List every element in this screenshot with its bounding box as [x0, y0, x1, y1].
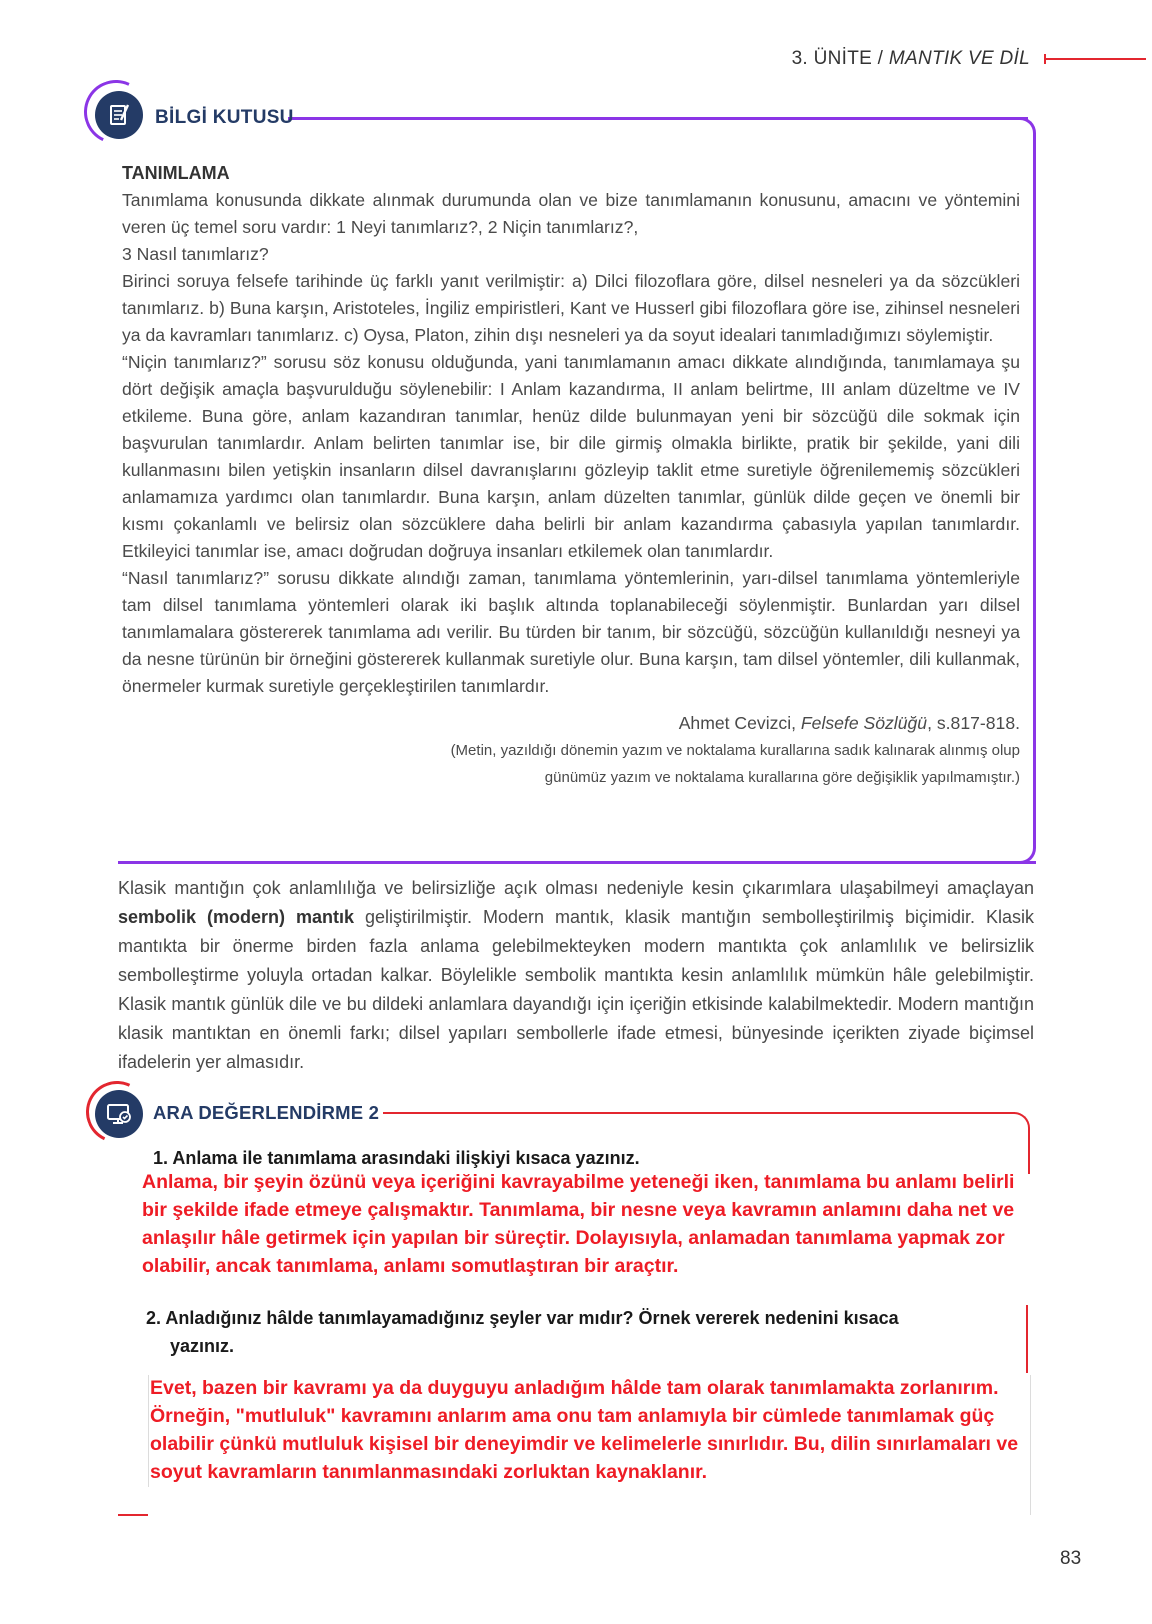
unit-label: 3. ÜNİTE /	[791, 48, 884, 69]
info-box-title: BİLGİ KUTUSU	[155, 107, 294, 128]
eval-right-line	[1026, 1305, 1028, 1373]
info-paragraph: “Niçin tanımlarız?” sorusu söz konusu olduğunda, yani tanımlamanın amacı dikkate alındığında, tanımlamaya şu dört değişik amaçla başvurulduğu söylenebilir: I Anlam kazandırma, II anlam belirtme, III anlam düzeltme ve IV etkileme. Buna göre, anlam kazandıran tanımlar, henüz dilde bulunmayan yeni bir sözcüğü dile sokmak için başvurulan tanımlardır. Anlam belirten tanımlar ise, bir dile girmiş olmakla birlikte, pratik bir şekilde, yani dili kullanmasını bilen yetişkin insanların dilsel davranışlarını gözleyip taklit etme suretiyle öğrenilememiş sözcükleri anlamamıza yardımcı olan tanımlardır. Buna karşın, anlam düzelten tanımlar, günlük dilde geçen ve önemli bir kısmı çokanlamlı ve belirsiz olan sözcüklere daha belirli bir anlam kazandırma çabasıyla yapılan tanımlardır. Etkileyici tanımlar ise, amacı doğrudan doğruya insanları etkilemek olan tanımlardır.	[122, 352, 1020, 561]
main-paragraph	[118, 874, 1034, 1077]
spelling-note	[122, 737, 1020, 791]
question-1: 1. Anlama ile tanımlama arasındaki ilişkiyi kısaca yazınız.	[153, 1148, 640, 1168]
header-line	[1046, 58, 1146, 60]
note-line: (Metin, yazıldığı dönemin yazım ve noktalama kurallarına sadık kalınarak alınmış olup	[450, 742, 1020, 759]
info-box-top-line	[288, 117, 1028, 120]
unit-header	[700, 48, 1030, 70]
source-book: Felsefe Sözlüğü	[800, 713, 928, 733]
eval-title: ARA DEĞERLENDİRME 2	[153, 1102, 380, 1123]
main-text-part: Klasik mantığın çok anlamlılığa ve belirsizliğe açık olması nedeniyle kesin çıkarımlara ulaşabilmeyi amaçlayan	[118, 878, 1034, 898]
info-box-bottom-line	[118, 861, 1036, 864]
answer-1: Anlama, bir şeyin özünü veya içeriğini kavrayabilme yeteneği iken, tanımlama bu anlamı belirli bir şekilde ifade etmeye çalışmaktır. Tanımlama, bir nesne veya kavramın anlamını daha net ve anlaşılır hâle getirmek için yapılan bir süreçtir. Dolayısıyla, anlamadan tanımlama yapmak zor olabilir, ancak tanımlama, anlamı somutlaştıran bir araçtır.	[142, 1171, 1015, 1277]
eval-corner	[1000, 1112, 1030, 1142]
bottom-dash	[118, 1514, 148, 1516]
info-heading: TANIMLAMA	[122, 163, 230, 183]
info-box-content	[122, 160, 1020, 791]
monitor-head-icon	[95, 1090, 143, 1138]
page-number: 83	[1060, 1548, 1082, 1569]
document-pencil-icon	[95, 91, 143, 139]
answer-box-edge	[148, 1375, 149, 1487]
main-text-bold: sembolik (modern) mantık	[118, 907, 354, 927]
question-2-line: yazınız.	[170, 1336, 235, 1356]
question-2-line: 2. Anladığınız hâlde tanımlayamadığınız şeyler var mıdır? Örnek vererek nedenini kısaca	[146, 1308, 899, 1328]
info-paragraph: Birinci soruya felsefe tarihinde üç farklı yanıt verilmiştir: a) Dilci filozoflara göre, dilsel nesneleri ya da sözcükleri tanımlarız. b) Buna karşın, Aristoteles, İngiliz empiristleri, Kant ve Husserl gibi filozoflara göre ise, zihinsel nesneleri ya da kavramları tanımlarız. c) Oysa, Platon, zihin dışı nesneleri ya da soyut idealari tanımladığımızı söylemiştir.	[122, 271, 1020, 345]
eval-top-line	[383, 1112, 1015, 1114]
source-pages: , s.817-818.	[927, 713, 1020, 733]
source-author: Ahmet Cevizci,	[678, 713, 797, 733]
answer-2: Evet, bazen bir kavramı ya da duyguyu anladığım hâlde tam olarak tanımlamakta zorlanırım. Örneğin, "mutluluk" kavramını anlarım ama onu tam anlamıyla bir cümlede tanımlamak güç olabilir çünkü mutluluk kişisel bir deneyimdir ve kelimelerle sınırlıdır. Bu, dilin sınırlamaları ve soyut kavramların tanımlanmasındaki zorluktan kaynaklanır.	[150, 1377, 1019, 1483]
info-paragraph: “Nasıl tanımlarız?” sorusu dikkate alındığı zaman, tanımlama yöntemlerinin, yarı-dilsel tanımlama yöntemleriyle tam dilsel tanımlama yöntemleri olarak iki başlık altında toplanabileceği söylenmiştir. Bunlardan yarı dilsel tanımlamalara göstererek tanımlama adı verilir. Bu türden bir tanım, bir sözcüğü, sözcüğün kullanıldığı nesneyi ya da nesne türünün bir örneğini göstererek kullanmak suretiyle olur. Buna karşın, tam dilsel yöntemler, dili kullanmak, önermeler kurmak suretiyle gerçekleştirilen tanımlardır.	[122, 568, 1020, 696]
source-citation	[122, 710, 1020, 737]
info-paragraph: Tanımlama konusunda dikkate alınmak durumunda olan ve bize tanımlamanın konusunu, amacını ve yöntemini veren üç temel soru vardır: 1 Neyi tanımlarız?, 2 Niçin tanımlarız?,	[122, 190, 1020, 237]
answer-box-edge	[1030, 1375, 1031, 1515]
info-paragraph: 3 Nasıl tanımlarız?	[122, 244, 269, 264]
unit-title: MANTIK VE DİL	[888, 48, 1030, 69]
main-text-part: geliştirilmiştir. Modern mantık, klasik mantığın sembolleştirilmiş biçimidir. Klasik mantıkta bir önerme birden fazla anlama gelebilmekteyken modern mantıkta çok anlamlılık ve belirsizlik sembolleştirme yoluyla ortadan kalkar. Böylelikle sembolik mantıkta kesin anlamlılık mümkün hâle gelebilmiştir. Klasik mantık günlük dile ve bu dildeki anlamlara dayandığı için içeriğin etkisinde kalabilmektedir. Modern mantığın klasik mantıktan en önemli farkı; dilsel yapıları sembollerle ifade etmesi, bünyesinde içerikten ziyade biçimsel ifadelerin yer almasıdır.	[118, 907, 1034, 1072]
note-line: günümüz yazım ve noktalama kurallarına göre değişiklik yapılmamıştır.)	[544, 769, 1020, 786]
question-2	[146, 1304, 976, 1360]
